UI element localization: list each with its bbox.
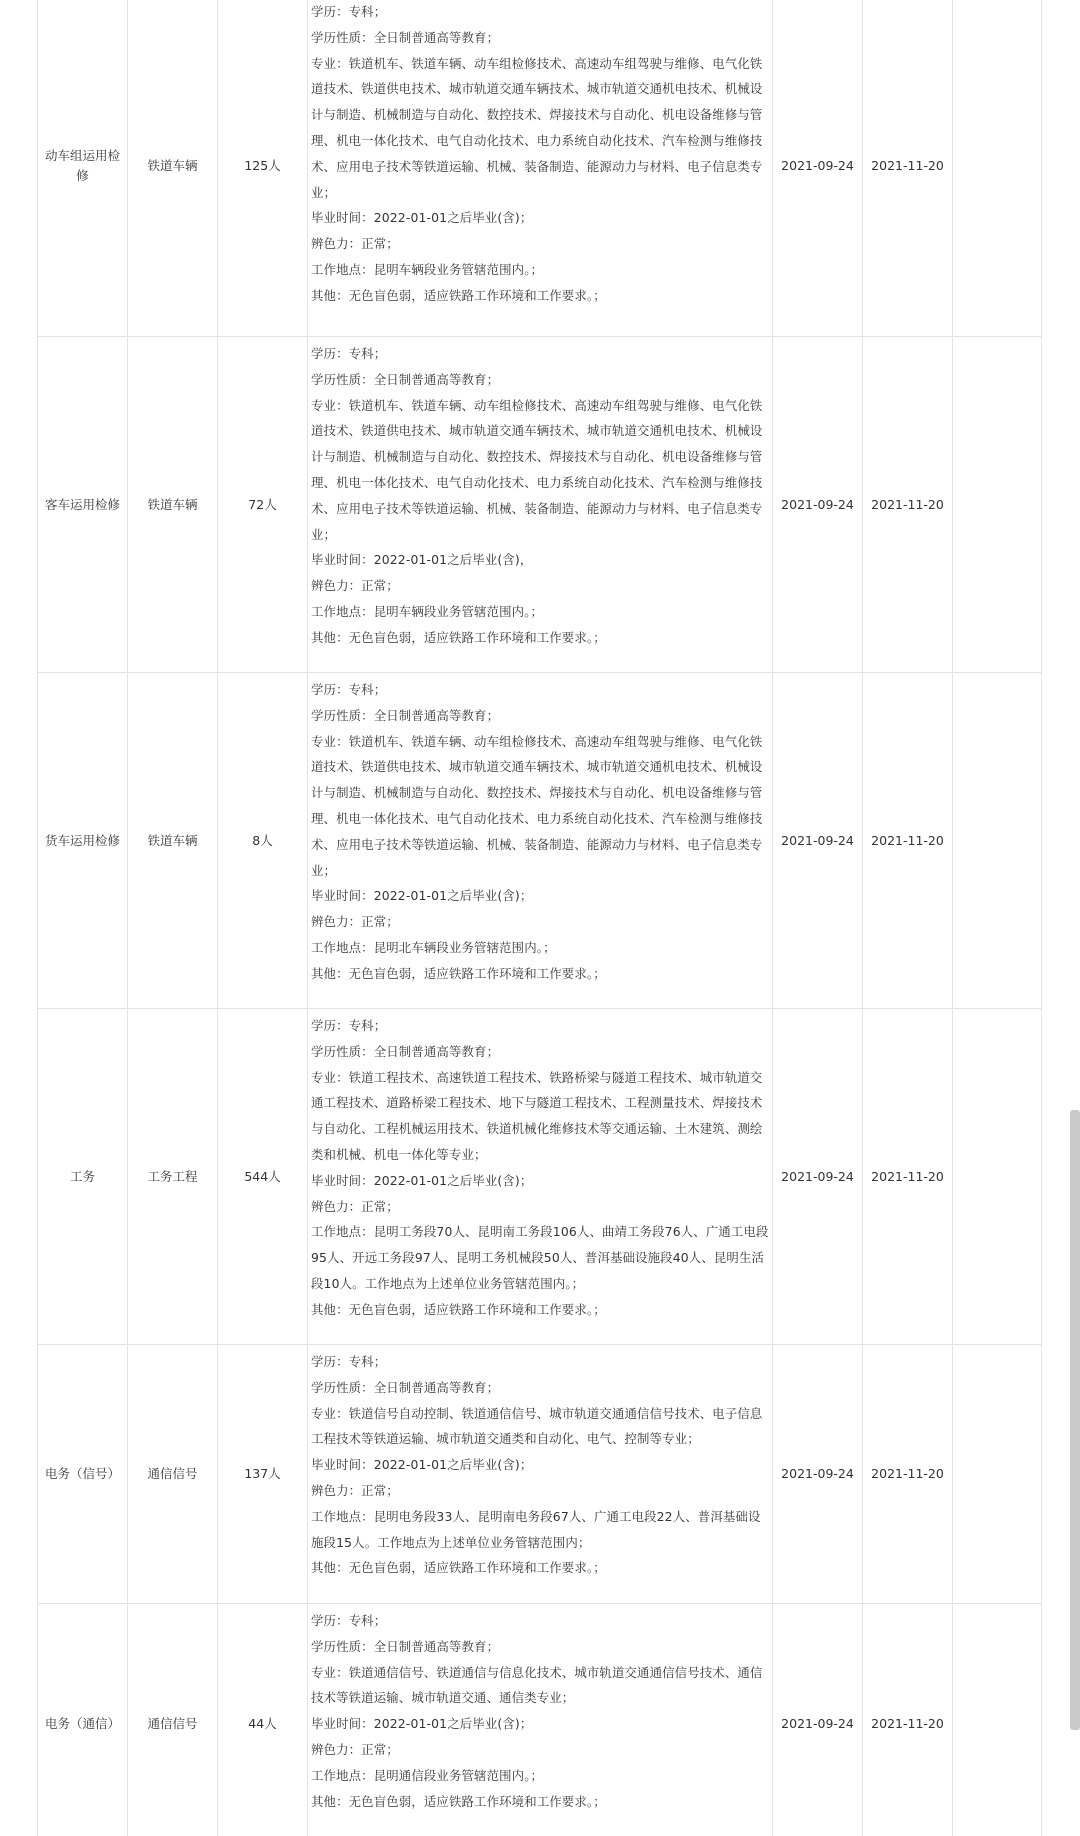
start-date-cell: 2021-09-24 — [773, 1345, 863, 1604]
end-date-cell: 2021-11-20 — [863, 673, 953, 1009]
graduation-text: 毕业时间：2022-01-01之后毕业(含)； — [311, 210, 533, 226]
requirements-cell — [308, 0, 773, 337]
category-cell: 通信信号 — [128, 1345, 218, 1604]
color-vision-text: 辨色力：正常； — [311, 1198, 399, 1214]
other-text: 其他：无色盲色弱，适应铁路工作环境和工作要求。； — [311, 1793, 606, 1809]
nature-text: 学历性质：全日制普通高等教育； — [311, 371, 500, 387]
position-cell: 货车运用检修 — [38, 673, 128, 1009]
graduation-text: 毕业时间：2022-01-01之后毕业(含)； — [311, 1457, 533, 1473]
table-row — [38, 0, 1042, 337]
count-cell: 544人 — [218, 1009, 308, 1345]
start-date-cell: 2021-09-24 — [773, 1009, 863, 1345]
scrollbar-thumb[interactable] — [1070, 1110, 1080, 1730]
requirements-cell — [308, 673, 773, 1009]
empty-cell — [953, 1009, 1042, 1345]
location-text: 工作地点：昆明车辆段业务管辖范围内。； — [311, 603, 544, 619]
empty-cell — [953, 0, 1042, 337]
location-text: 工作地点：昆明电务段33人、昆明南电务段67人、广通工电段22人、普洱基础设施段15人。工作地点为上述单位业务管辖范围内； — [311, 1508, 761, 1550]
table-row — [38, 1345, 1042, 1604]
major-text: 专业：铁道机车、铁道车辆、动车组检修技术、高速动车组驾驶与维修、电气化铁道技术、铁道供电技术、城市轨道交通车辆技术、城市轨道交通机电技术、机械设计与制造、机械制造与自动化、数控技术、焊接技术与自动化、机电设备维修与管理、机电一体化技术、电气自动化技术、电力系统自动化技术、汽车检测与维修技术、应用电子技术等铁道运输、机械、装备制造、能源动力与材料、电子信息类专业； — [311, 733, 763, 878]
nature-text: 学历性质：全日制普通高等教育； — [311, 1379, 500, 1395]
count-cell: 8人 — [218, 673, 308, 1009]
empty-cell — [953, 1345, 1042, 1604]
start-date-cell: 2021-09-24 — [773, 0, 863, 337]
location-text: 工作地点：昆明通信段业务管辖范围内。； — [311, 1767, 544, 1783]
start-date-cell: 2021-09-24 — [773, 1604, 863, 1836]
start-date-cell: 2021-09-24 — [773, 337, 863, 673]
position-cell: 动车组运用检修 — [38, 0, 128, 337]
other-text: 其他：无色盲色弱，适应铁路工作环境和工作要求。； — [311, 629, 606, 645]
graduation-text: 毕业时间：2022-01-01之后毕业(含)； — [311, 1716, 533, 1732]
nature-text: 学历性质：全日制普通高等教育； — [311, 1043, 500, 1059]
table-row — [38, 337, 1042, 673]
nature-text: 学历性质：全日制普通高等教育； — [311, 707, 500, 723]
empty-cell — [953, 337, 1042, 673]
category-cell: 铁道车辆 — [128, 337, 218, 673]
position-cell: 电务（信号） — [38, 1345, 128, 1604]
other-text: 其他：无色盲色弱，适应铁路工作环境和工作要求。； — [311, 1301, 606, 1317]
requirements-cell — [308, 1604, 773, 1836]
start-date-cell: 2021-09-24 — [773, 673, 863, 1009]
table-row — [38, 1604, 1042, 1836]
category-cell: 工务工程 — [128, 1009, 218, 1345]
major-text: 专业：铁道通信信号、铁道通信与信息化技术、城市轨道交通通信信号技术、通信技术等铁道运输、城市轨道交通、通信类专业； — [311, 1664, 763, 1706]
count-cell: 44人 — [218, 1604, 308, 1836]
count-cell: 72人 — [218, 337, 308, 673]
requirements-cell — [308, 337, 773, 673]
color-vision-text: 辨色力：正常； — [311, 914, 399, 930]
location-text: 工作地点：昆明北车辆段业务管辖范围内。； — [311, 939, 556, 955]
major-text: 专业：铁道机车、铁道车辆、动车组检修技术、高速动车组驾驶与维修、电气化铁道技术、铁道供电技术、城市轨道交通车辆技术、城市轨道交通机电技术、机械设计与制造、机械制造与自动化、数控技术、焊接技术与自动化、机电设备维修与管理、机电一体化技术、电气自动化技术、电力系统自动化技术、汽车检测与维修技术、应用电子技术等铁道运输、机械、装备制造、能源动力与材料、电子信息类专业； — [311, 55, 763, 200]
major-text: 专业：铁道工程技术、高速铁道工程技术、铁路桥梁与隧道工程技术、城市轨道交通工程技术、道路桥梁工程技术、地下与隧道工程技术、工程测量技术、焊接技术与自动化、工程机械运用技术、铁道机械化维修技术等交通运输、土木建筑、测绘类和机械、机电一体化等专业； — [311, 1069, 763, 1162]
graduation-text: 毕业时间：2022-01-01之后毕业(含)， — [311, 552, 533, 568]
color-vision-text: 辨色力：正常； — [311, 1741, 399, 1757]
requirements-cell — [308, 1009, 773, 1345]
graduation-text: 毕业时间：2022-01-01之后毕业(含)； — [311, 888, 533, 904]
category-cell: 通信信号 — [128, 1604, 218, 1836]
end-date-cell: 2021-11-20 — [863, 1345, 953, 1604]
table-row — [38, 673, 1042, 1009]
location-text: 工作地点：昆明车辆段业务管辖范围内。； — [311, 261, 544, 277]
color-vision-text: 辨色力：正常； — [311, 236, 399, 252]
requirements-cell — [308, 1345, 773, 1604]
other-text: 其他：无色盲色弱，适应铁路工作环境和工作要求。； — [311, 1560, 606, 1576]
graduation-text: 毕业时间：2022-01-01之后毕业(含)； — [311, 1172, 533, 1188]
education-text: 学历：专科； — [311, 1613, 387, 1628]
nature-text: 学历性质：全日制普通高等教育； — [311, 1638, 500, 1654]
count-cell: 137人 — [218, 1345, 308, 1604]
end-date-cell: 2021-11-20 — [863, 337, 953, 673]
nature-text: 学历性质：全日制普通高等教育； — [311, 29, 500, 45]
position-cell: 工务 — [38, 1009, 128, 1345]
end-date-cell: 2021-11-20 — [863, 0, 953, 337]
count-cell: 125人 — [218, 0, 308, 337]
education-text: 学历：专科； — [311, 1018, 387, 1033]
major-text: 专业：铁道信号自动控制、铁道通信信号、城市轨道交通通信信号技术、电子信息工程技术等铁道运输、城市轨道交通类和自动化、电气、控制等专业； — [311, 1405, 763, 1447]
recruitment-table — [37, 0, 1042, 1836]
empty-cell — [953, 1604, 1042, 1836]
major-text: 专业：铁道机车、铁道车辆、动车组检修技术、高速动车组驾驶与维修、电气化铁道技术、铁道供电技术、城市轨道交通车辆技术、城市轨道交通机电技术、机械设计与制造、机械制造与自动化、数控技术、焊接技术与自动化、机电设备维修与管理、机电一体化技术、电气自动化技术、电力系统自动化技术、汽车检测与维修技术、应用电子技术等铁道运输、机械、装备制造、能源动力与材料、电子信息类专业； — [311, 397, 763, 542]
category-cell: 铁道车辆 — [128, 0, 218, 337]
table-row — [38, 1009, 1042, 1345]
location-text: 工作地点：昆明工务段70人、昆明南工务段106人、曲靖工务段76人、广通工电段95人、开远工务段97人、昆明工务机械段50人、普洱基础设施段40人、昆明生活段10人。工作地点为上述单位业务管辖范围内。； — [311, 1224, 769, 1291]
education-text: 学历：专科； — [311, 346, 387, 361]
empty-cell — [953, 673, 1042, 1009]
color-vision-text: 辨色力：正常； — [311, 1482, 399, 1498]
education-text: 学历：专科； — [311, 682, 387, 697]
end-date-cell: 2021-11-20 — [863, 1604, 953, 1836]
color-vision-text: 辨色力：正常； — [311, 578, 399, 594]
other-text: 其他：无色盲色弱，适应铁路工作环境和工作要求。； — [311, 287, 606, 303]
education-text: 学历：专科； — [311, 4, 387, 19]
other-text: 其他：无色盲色弱，适应铁路工作环境和工作要求。； — [311, 965, 606, 981]
category-cell: 铁道车辆 — [128, 673, 218, 1009]
education-text: 学历：专科； — [311, 1354, 387, 1369]
position-cell: 电务（通信） — [38, 1604, 128, 1836]
position-cell: 客车运用检修 — [38, 337, 128, 673]
end-date-cell: 2021-11-20 — [863, 1009, 953, 1345]
